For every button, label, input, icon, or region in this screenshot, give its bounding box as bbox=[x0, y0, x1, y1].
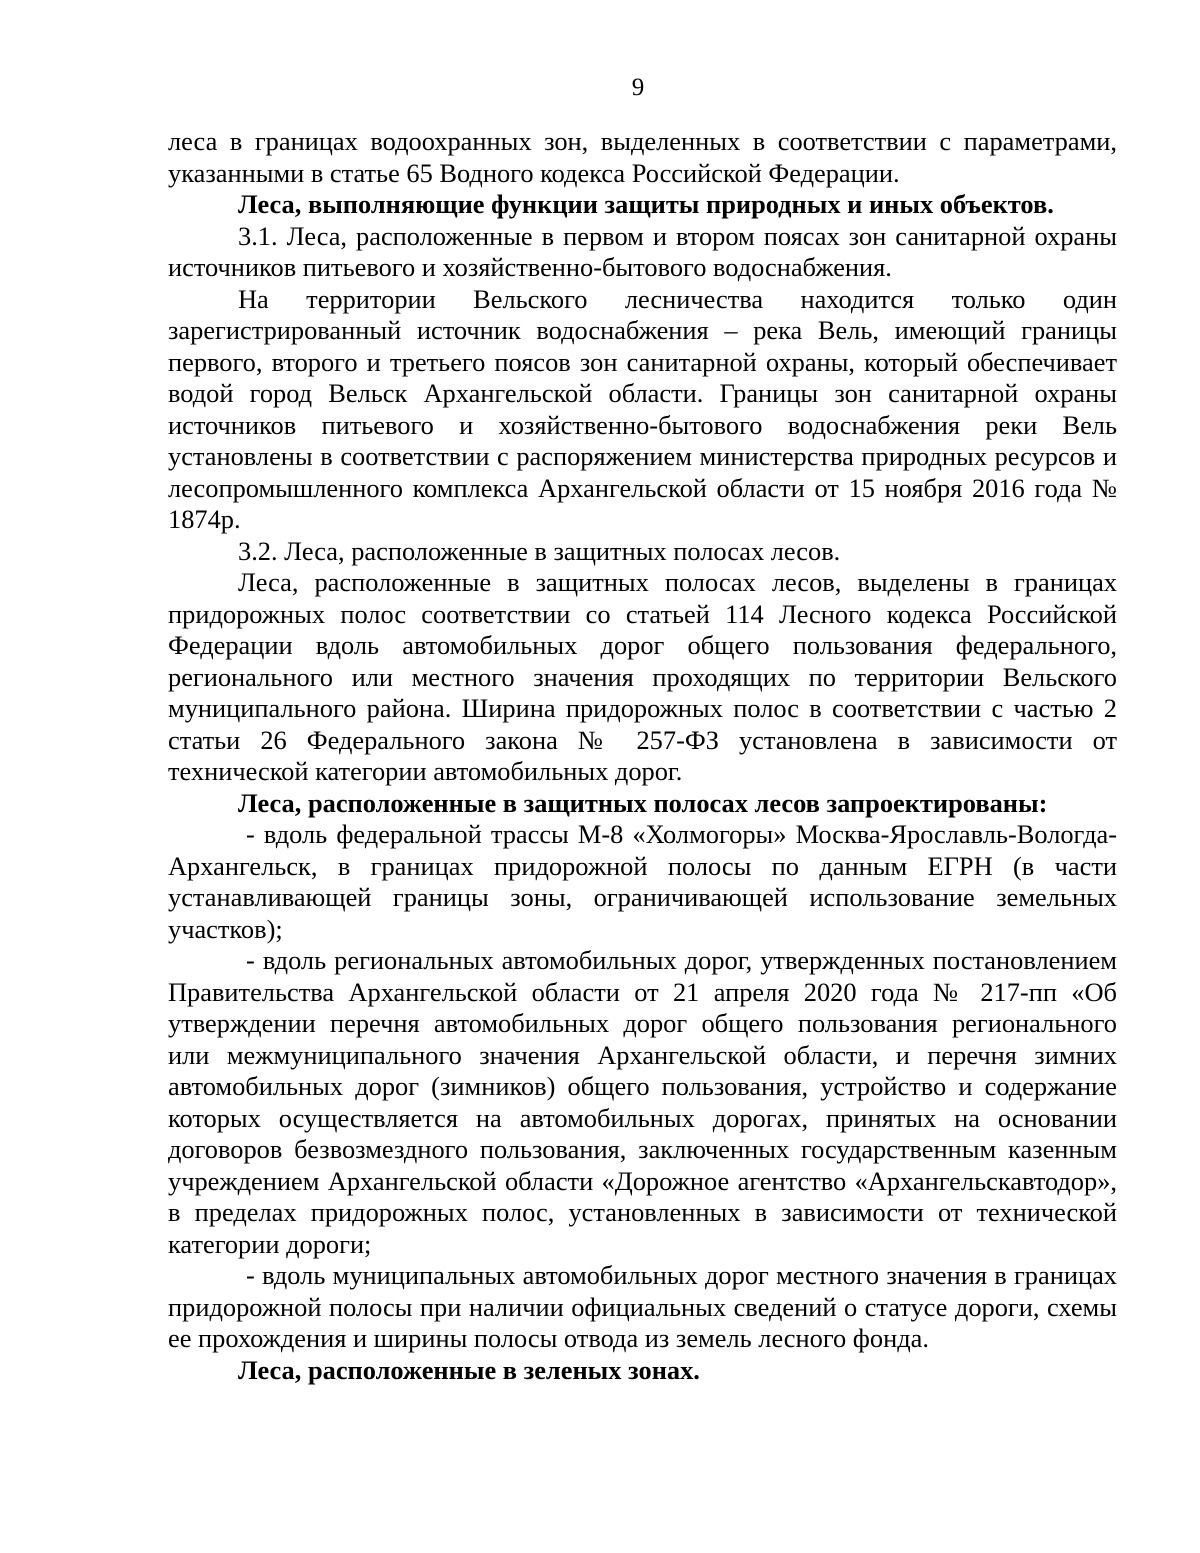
paragraph-section-3-1: 3.1. Леса, расположенные в первом и втором поясах зон санитарной охраны источников питьевого и хозяйственно-бытового водоснабжения. bbox=[168, 220, 1117, 282]
list-item-regional-roads: - вдоль региональных автомобильных дорог, утвержденных постановлением Правительства Архангельской области от 21 апреля 2020 года № 217-пп «Об утверждении перечня автомобильных дорог общего пользования регионального или межмуниципального значения Архангельской области, и перечня зимних автомобильных дорог (зимников) общего пользования, устройство и содержание которых осуществляется на автомобильных дорогах, принятых на основании договоров безвозмездного пользования, заключенных государственным казенным учреждением Архангельской области «Дорожное агентство «Архангельскавтодор», в пределах придорожных полос, установленных в зависимости от технической категории дороги; bbox=[168, 945, 1117, 1259]
list-item-municipal-roads: - вдоль муниципальных автомобильных дорог местного значения в границах придорожной полосы при наличии официальных сведений о статусе дороги, схемы ее прохождения и ширины полосы отвода из земель лесного фонда. bbox=[168, 1260, 1117, 1353]
heading-green-zones: Леса, расположенные в зеленых зонах. bbox=[238, 1354, 700, 1385]
paragraph-protective-strips: Леса, расположенные в защитных полосах лесов, выделены в границах придорожных полос соответствии со статьей 114 Лесного кодекса Российской Федерации вдоль автомобильных дорог общего пользования федерального, регионального или местного значения проходящих по территории Вельского муниципального района. Ширина придорожных полос в соответствии с частью 2 статьи 26 Федерального закона № 257-ФЗ установлена в зависимости от технической категории автомобильных дорог. bbox=[168, 567, 1117, 786]
heading-protective-forests: Леса, выполняющие функции защиты природных и иных объектов. bbox=[238, 189, 1054, 219]
paragraph-water-protection-zones: леса в границах водоохранных зон, выделенных в соответствии с параметрами, указанными в статье 65 Водного кодекса Российской Федерации. bbox=[168, 126, 1117, 188]
page-number: 9 bbox=[631, 74, 645, 101]
heading-designed-strips: Леса, расположенные в защитных полосах лесов запроектированы: bbox=[238, 787, 1048, 818]
document-body bbox=[168, 126, 1117, 1386]
paragraph-velsky-water-source: На территории Вельского лесничества находится только один зарегистрированный источник водоснабжения – река Вель, имеющий границы первого, второго и третьего поясов зон санитарной охраны, который обеспечивает водой город Вельск Архангельской области. Границы зон санитарной охраны источников питьевого и хозяйственно-бытового водоснабжения реки Вель установлены в соответствии с распоряжением министерства природных ресурсов и лесопромышленного комплекса Архангельской области от 15 ноября 2016 года № 1874р. bbox=[168, 283, 1117, 534]
list-item-federal-road: - вдоль федеральной трассы М-8 «Холмогоры» Москва-Ярославль-Вологда-Архангельск, в границах придорожной полосы по данным ЕГРН (в части устанавливающей границы зоны, ограничивающей использование земельных участков); bbox=[168, 819, 1117, 944]
paragraph-section-3-2: 3.2. Леса, расположенные в защитных полосах лесов. bbox=[238, 535, 841, 566]
